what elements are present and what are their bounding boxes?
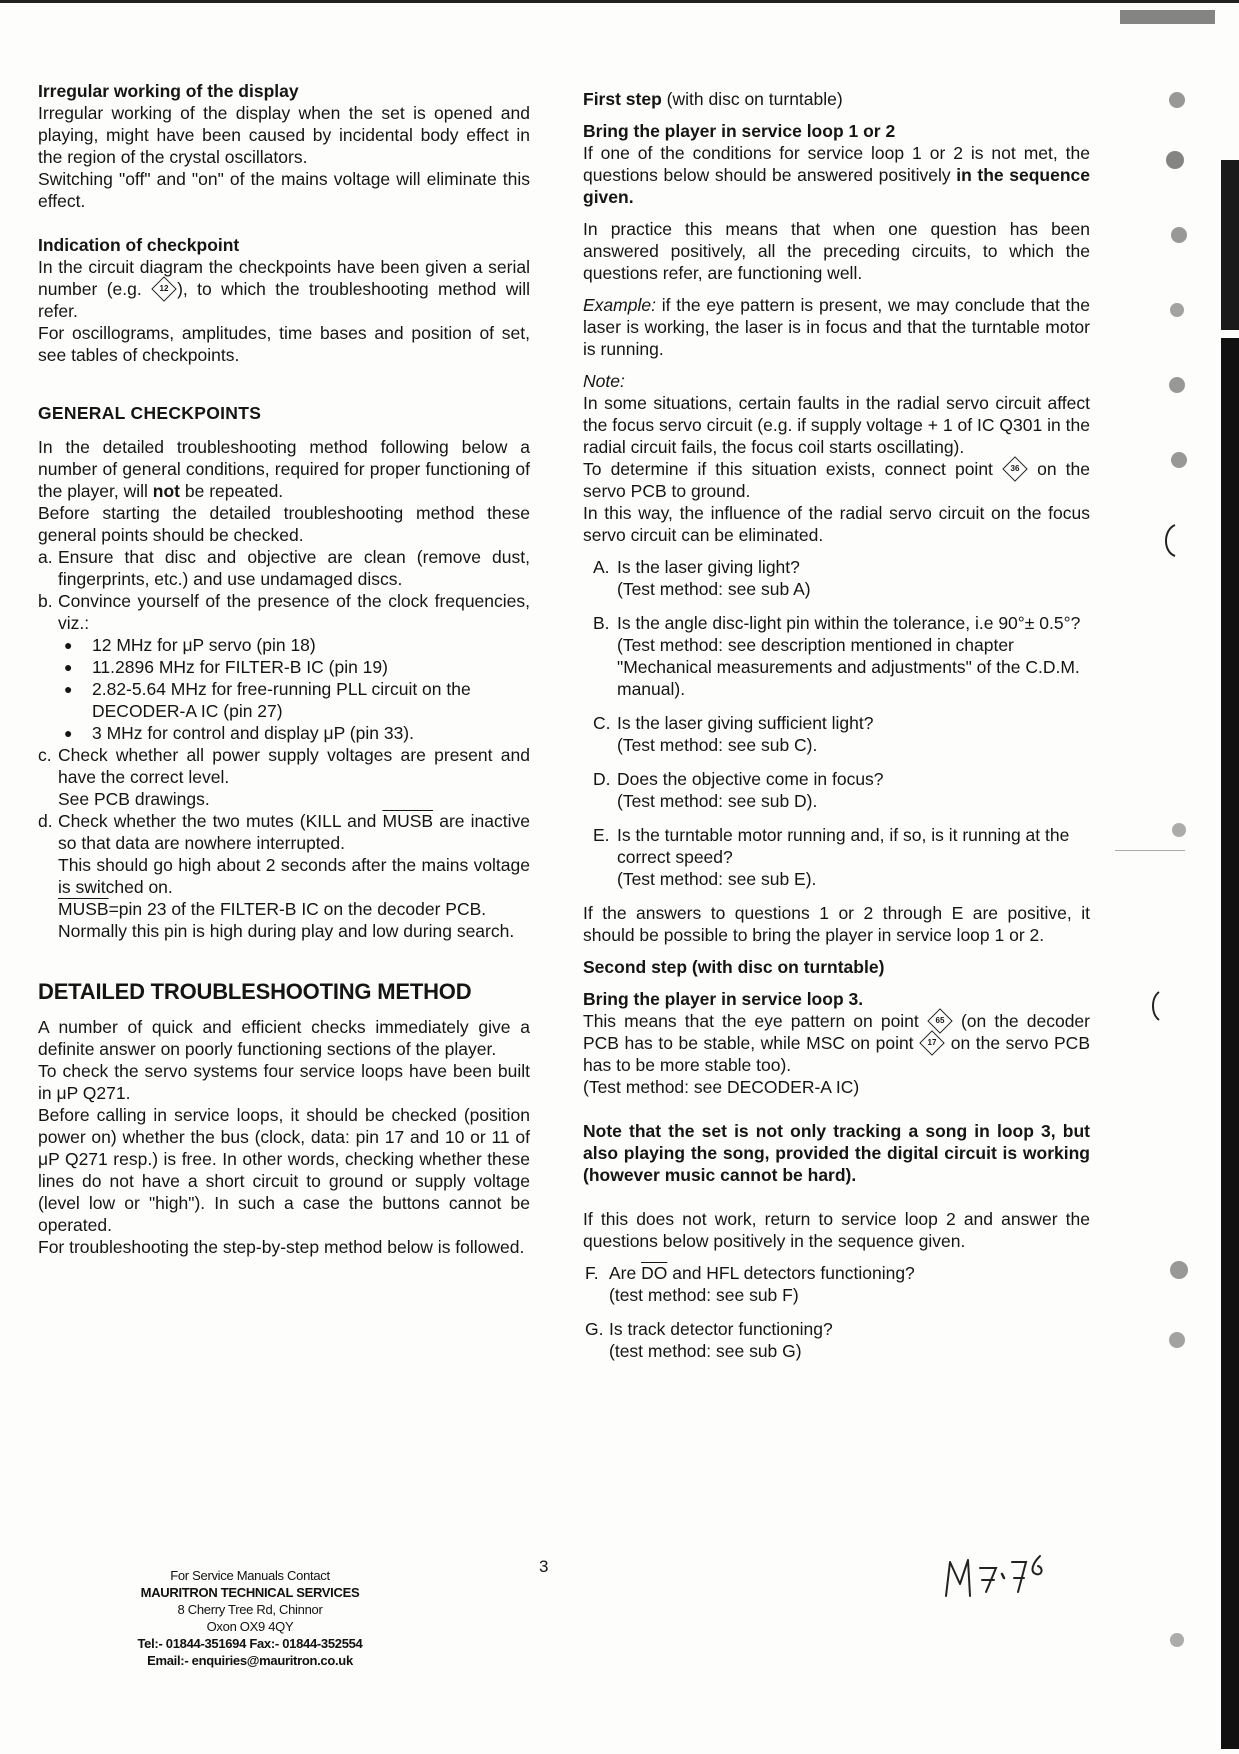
note-paragraph-3: In this way, the influence of the radial servo circuit on the focus servo circuit can be eliminated. [583,503,1090,545]
first-step-heading [583,88,1090,110]
bullet-item [64,678,530,722]
question-text [617,612,1090,700]
loop3-paragraph-1 [583,1010,1090,1076]
first-step-bold: First step [583,89,662,109]
loop12-paragraph-2: In practice this means that when one question has been answered positively, all the preceding circuits, to which the questions refer, are functioning well. [583,219,1090,283]
question-item [585,1318,1090,1362]
first-step-rest: (with disc on turntable) [666,89,843,109]
question-label: D. [593,769,611,789]
footer-line: For Service Manuals Contact [170,1568,330,1583]
question-item [593,612,1090,700]
question-label: E. [593,825,610,845]
checkpoint-heading: Indication of checkpoint [38,235,240,255]
test-method: (test method: see sub G) [609,1341,802,1361]
irregular-paragraph-1: Irregular working of the display when the set is opened and playing, might have been caused by incidental body effect in the region of the crystal oscillators. [38,103,530,167]
question-text [617,824,1090,890]
question-item [593,556,1090,600]
right-column [583,88,1090,1374]
question-text [617,556,1090,600]
page-number: 3 [539,1557,549,1576]
detailed-paragraph-1: A number of quick and efficient checks immediately give a definite answer on poorly functioning sections of the player. [38,1017,530,1059]
loop3-text-c: on the servo PCB has to be more stable too). [583,1033,1090,1075]
footer-line: 8 Cherry Tree Rd, Chinnor [177,1602,323,1617]
list-text: Ensure that disc and objective are clean (remove dust, fingerprints, etc.) and use undamaged discs. [58,547,530,589]
test-method: (Test method: see sub A) [617,579,811,599]
musb-signal: MUSB [382,811,434,831]
bold-note: Note that the set is not only tracking a song in loop 3, but also playing the song, provided the digital circuit is working (however music cannot be hard). [583,1121,1090,1185]
list-item-a [38,546,530,590]
test-method: (Test method: see sub D). [617,791,818,811]
checkpoint-marker-number: 12 [159,284,169,293]
checkpoint-paragraph-2: For oscillograms, amplitudes, time bases and position of set, see tables of checkpoints. [38,323,530,365]
question-item [593,768,1090,812]
loop3-paragraph-2: (Test method: see DECODER-A IC) [583,1077,860,1097]
question-text [609,1318,1090,1362]
example-paragraph [583,294,1090,360]
footer-contact [130,1567,370,1669]
list-text-part: Normally this pin is high during play and low during search. [58,921,515,941]
loop12-paragraph-1 [583,142,1090,208]
question-line: Is the turntable motor running and, if so, is it running at the correct speed? [617,825,1070,867]
checkpoint-paragraph-1 [38,256,530,322]
general-paragraph-1 [38,436,530,502]
example-text: if the eye pattern is present, we may conclude that the laser is working, the laser is in focus and that the turntable motor is running. [583,295,1090,359]
detailed-paragraph-3: Before calling in service loops, it should be checked (position power on) whether the bus (clock, data: pin 17 and 10 or 11 of μP Q271 resp.) is free. In other words, checking whether these lines do not have a short circuit to ground or supply voltage (level low or "high"). In such a case the buttons cannot be operated. [38,1105,530,1235]
test-method: (Test method: see description mentioned in chapter "Mechanical measurements and adjustments" of the C.D.M. manual). [617,635,1080,699]
list-text-part: See PCB drawings. [58,789,210,809]
question-label: C. [593,713,611,733]
list-item-c [38,744,530,810]
bullet-text: 12 MHz for μP servo (pin 18) [92,635,316,655]
musb-signal: MUSB [58,899,109,919]
question-text [617,768,1090,812]
test-method: (Test method: see sub C). [617,735,818,755]
loop12-heading: Bring the player in service loop 1 or 2 [583,121,896,141]
return-paragraph: If this does not work, return to service loop 2 and answer the questions below positively in the sequence given. [583,1209,1090,1251]
irregular-paragraph-2: Switching "off" and "on" of the mains voltage will eliminate this effect. [38,169,530,211]
list-text: Convince yourself of the presence of the clock frequencies, viz.: [58,591,530,633]
general-paragraph-2: Before starting the detailed troubleshooting method these general points should be checked. [38,503,530,545]
list-label: c. [38,745,52,765]
loop3-heading: Bring the player in service loop 3. [583,989,864,1009]
second-step-heading: Second step (with disc on turntable) [583,957,885,977]
checkpoint-marker-number: 17 [927,1038,937,1047]
list-text-part: =pin 23 of the FILTER-B IC on the decoder PCB. [108,899,487,919]
loop12-text-b: in the sequence given. [583,165,1090,207]
irregular-heading: Irregular working of the display [38,81,299,101]
scan-margin-noise [1115,0,1239,1749]
question-item [585,1262,1090,1306]
loop3-text-b: (on the decoder PCB has to be stable, while MSC on point [583,1011,1090,1053]
list-text [58,810,530,942]
bullet-item [64,634,530,656]
loop12-text-a: If one of the conditions for service loop 1 or 2 is not met, the questions below should be answered positively [583,143,1090,185]
checkpoint-marker-icon [919,1030,944,1055]
loop3-text-a: This means that the eye pattern on point [583,1011,919,1031]
bullet-item [64,722,530,744]
question-text [617,712,1090,756]
checkpoint-marker-number: 65 [935,1016,945,1025]
note-paragraph-2 [583,458,1090,502]
detailed-paragraph-4: For troubleshooting the step-by-step method below is followed. [38,1237,525,1257]
left-column [38,80,530,1258]
footer-line: MAURITRON TECHNICAL SERVICES [140,1585,360,1600]
bullet-item [64,656,530,678]
question-label: F. [585,1263,599,1283]
example-label: Example: [583,295,656,315]
note-text-b: on the servo PCB to ground. [583,459,1090,501]
note-text-a: To determine if this situation exists, connect point [583,459,993,479]
question-label: B. [593,613,610,633]
top-rule [0,0,1239,3]
bullet-icon: ● [64,637,73,653]
question-item [593,824,1090,890]
checkpoint-marker-icon [151,276,176,301]
list-item-d [38,810,530,942]
footer-line: Email:- enquiries@mauritron.co.uk [147,1653,353,1668]
general-checkpoints-heading: GENERAL CHECKPOINTS [38,403,262,423]
checkpoint-marker-number: 36 [1010,464,1020,473]
list-text-part: This should go high about 2 seconds after the mains voltage is switched on. [58,855,530,897]
list-item-b [38,590,530,634]
do-signal: $\overline{DO}$ [641,1263,668,1283]
bullet-icon: ● [64,659,73,675]
question-list-1 [593,556,1090,890]
note-label: Note: [583,371,625,391]
question-line: Is the angle disc-light pin within the tolerance, i.e 90°± 0.5°? [617,613,1081,633]
list-text [58,744,530,810]
bullet-text: 3 MHz for control and display μP (pin 33). [92,723,414,743]
question-line [609,1262,1090,1284]
bullet-text: 11.2896 MHz for FILTER-B IC (pin 19) [92,657,388,677]
list-text-part: Check whether all power supply voltages are present and have the correct level. [58,745,530,787]
detailed-paragraph-2: To check the servo systems four service loops have been built in μP Q271. [38,1061,530,1103]
footer-line: Oxon OX9 4QY [206,1619,294,1634]
question-line: Is track detector functioning? [609,1319,833,1339]
list-label: b. [38,591,53,611]
list-label: d. [38,811,53,831]
general-text-a: In the detailed troubleshooting method following below a number of general conditions, required for proper functioning of the player, will [38,437,530,501]
list-label: a. [38,547,53,567]
bullet-text: 2.82-5.64 MHz for free-running PLL circuit on the DECODER-A IC (pin 27) [92,679,471,721]
question-item [593,712,1090,756]
note-paragraph-1: In some situations, certain faults in the radial servo circuit affect the focus servo circuit (e.g. if supply voltage + 1 of IC Q301 in the radial circuit fails, the focus coil starts oscillating). [583,393,1090,457]
checkpoint-text-b: ), to which the troubleshooting method will refer. [38,279,531,321]
question-label: A. [593,557,610,577]
detailed-method-heading: DETAILED TROUBLESHOOTING METHOD [38,979,472,1004]
question-list-2 [585,1262,1090,1362]
question-part: and HFL detectors functioning? [672,1263,915,1283]
bullet-icon: ● [64,725,73,741]
question-line: Is the laser giving light? [617,557,800,577]
checkpoint-text-a: In the circuit diagram the checkpoints have been given a serial number (e.g. [38,257,530,299]
general-text-not: not [152,481,181,501]
checkpoint-marker-icon [1002,456,1027,481]
footer-line: Tel:- 01844-351694 Fax:- 01844-352554 [137,1636,363,1651]
question-line: Is the laser giving sufficient light? [617,713,874,733]
test-method: (test method: see sub F) [609,1285,799,1305]
question-part: Are [609,1263,637,1283]
question-line: Does the objective come in focus? [617,769,884,789]
test-method: (Test method: see sub E). [617,869,817,889]
list-text-part: are inactive so that data are nowhere interrupted. [58,811,530,853]
question-text [609,1262,1090,1306]
bullet-icon: ● [64,681,73,697]
list-text-part: Check whether the two mutes (KILL and [58,811,377,831]
after-questions-paragraph: If the answers to questions 1 or 2 through E are positive, it should be possible to bring the player in service loop 1 or 2. [583,903,1090,945]
question-label: G. [585,1319,604,1339]
general-text-b: be repeated. [184,481,284,501]
handwritten-note [940,1548,1080,1608]
